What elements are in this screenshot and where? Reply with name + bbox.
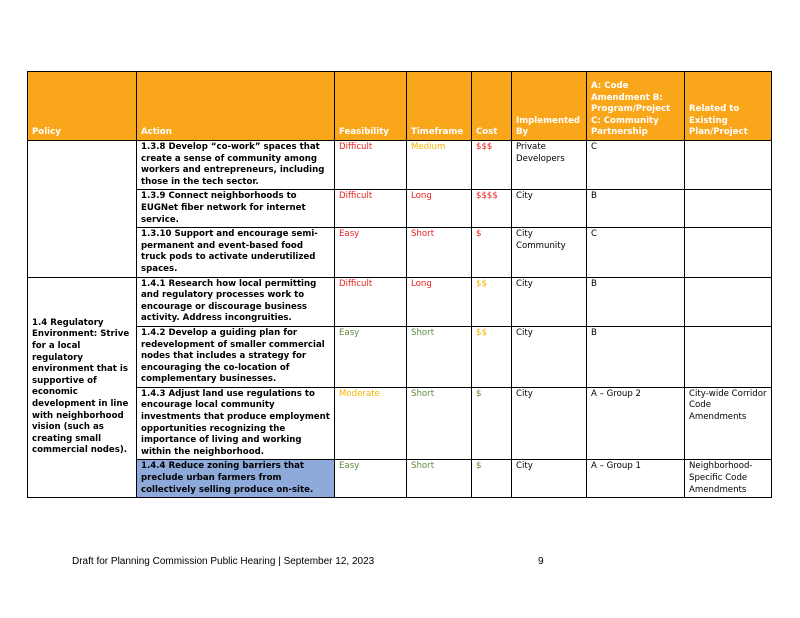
feasibility-cell: Easy: [335, 326, 407, 387]
timeframe-cell: Medium: [407, 141, 472, 190]
table-row: [28, 387, 772, 460]
timeframe-cell: Short: [407, 460, 472, 498]
cost-cell: $$: [472, 326, 512, 387]
timeframe-cell: Short: [407, 387, 472, 460]
table-row: [28, 141, 772, 190]
timeframe-cell: Short: [407, 326, 472, 387]
implemented-by-cell: City: [512, 190, 587, 228]
feasibility-cell: Moderate: [335, 387, 407, 460]
footer-text: Draft for Planning Commission Public Hearing | September 12, 2023: [72, 556, 375, 567]
related-cell: Neighborhood-Specific Code Amendments: [685, 460, 772, 498]
implemented-by-cell: City: [512, 277, 587, 326]
related-cell: City-wide Corridor Code Amendments: [685, 387, 772, 460]
implemented-by-cell: Private Developers: [512, 141, 587, 190]
cost-cell: $$$: [472, 141, 512, 190]
related-cell: [685, 277, 772, 326]
feasibility-cell: Difficult: [335, 277, 407, 326]
type-cell: B: [587, 326, 685, 387]
implemented-by-cell: City: [512, 326, 587, 387]
cost-cell: $: [472, 460, 512, 498]
related-cell: [685, 141, 772, 190]
header-row: [28, 72, 772, 141]
cost-cell: $: [472, 387, 512, 460]
header-implemented-by: Implemented By: [512, 72, 587, 141]
type-cell: A – Group 2: [587, 387, 685, 460]
type-cell: A – Group 1: [587, 460, 685, 498]
header-timeframe: Timeframe: [407, 72, 472, 141]
table-row: [28, 326, 772, 387]
table-row: [28, 190, 772, 228]
related-cell: [685, 190, 772, 228]
table-row: [28, 277, 772, 326]
related-cell: [685, 326, 772, 387]
cost-cell: $$: [472, 277, 512, 326]
policy-cell-empty: [28, 141, 137, 278]
type-cell: B: [587, 190, 685, 228]
feasibility-cell: Difficult: [335, 190, 407, 228]
timeframe-cell: Short: [407, 228, 472, 277]
header-policy: Policy: [28, 72, 137, 141]
implemented-by-cell: City: [512, 460, 587, 498]
timeframe-cell: Long: [407, 277, 472, 326]
action-cell: 1.4.3 Adjust land use regulations to encourage local community investments that produce employment opportunities recognizing the importance of living and working within the neighborhood.: [137, 387, 335, 460]
cost-cell: $: [472, 228, 512, 277]
action-table: [27, 71, 772, 498]
page-number: 9: [538, 556, 544, 567]
feasibility-cell: Easy: [335, 228, 407, 277]
table-row: [28, 228, 772, 277]
feasibility-cell: Easy: [335, 460, 407, 498]
timeframe-cell: Long: [407, 190, 472, 228]
action-cell: 1.4.1 Research how local permitting and regulatory processes work to encourage or discourage business activity. Address incongruities.: [137, 277, 335, 326]
header-feasibility: Feasibility: [335, 72, 407, 141]
table-row: [28, 460, 772, 498]
action-cell-highlighted: 1.4.4 Reduce zoning barriers that preclude urban farmers from collectively selling produce on-site.: [137, 460, 335, 498]
related-cell: [685, 228, 772, 277]
header-cost: Cost: [472, 72, 512, 141]
cost-cell: $$$$: [472, 190, 512, 228]
implemented-by-cell: City Community: [512, 228, 587, 277]
header-action: Action: [137, 72, 335, 141]
header-type-codes: A: Code Amendment B: Program/Project C: Community Partnership: [587, 72, 685, 141]
action-cell: 1.3.8 Develop “co-work” spaces that create a sense of community among workers and entrepreneurs, including those in the tech sector.: [137, 141, 335, 190]
action-cell: 1.4.2 Develop a guiding plan for redevelopment of smaller commercial nodes that includes a strategy for encouraging the co-location of complementary businesses.: [137, 326, 335, 387]
type-cell: C: [587, 228, 685, 277]
implemented-by-cell: City: [512, 387, 587, 460]
action-cell: 1.3.10 Support and encourage semi-permanent and event-based food truck pods to activate underutilized spaces.: [137, 228, 335, 277]
action-cell: 1.3.9 Connect neighborhoods to EUGNet fiber network for internet service.: [137, 190, 335, 228]
type-cell: C: [587, 141, 685, 190]
header-related: Related to Existing Plan/Project: [685, 72, 772, 141]
policy-cell: 1.4 Regulatory Environment: Strive for a local regulatory environment that is supportive of economic development in line with neighborhood vision (such as creating small commercial nodes).: [28, 277, 137, 498]
feasibility-cell: Difficult: [335, 141, 407, 190]
type-cell: B: [587, 277, 685, 326]
